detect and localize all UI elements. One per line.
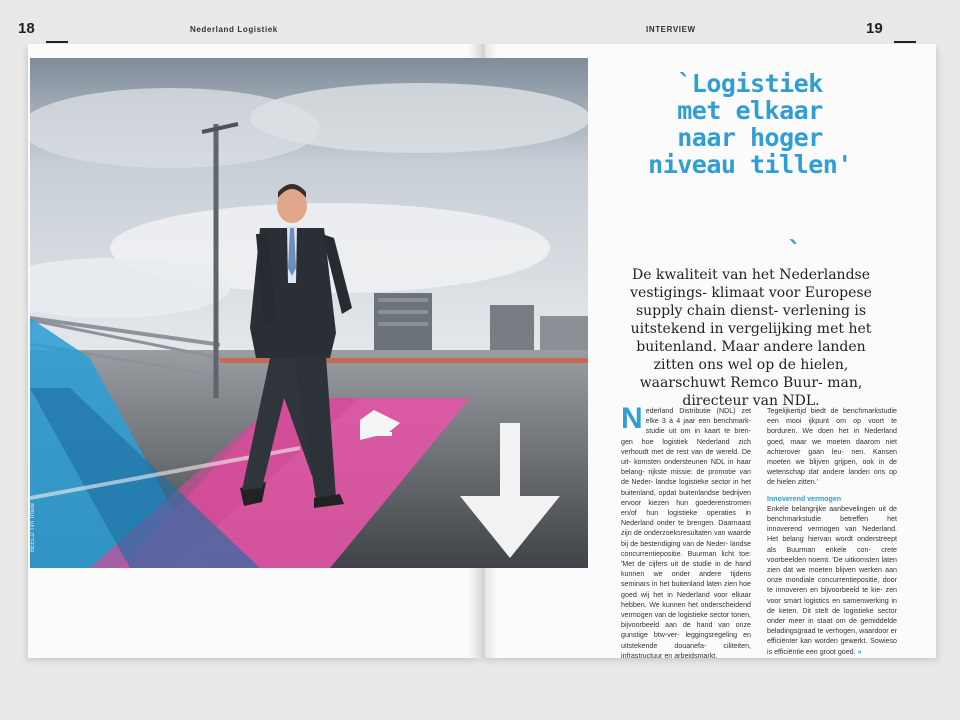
headline-line: met elkaar [677,96,823,125]
cover-photo [30,58,588,568]
headline [620,70,880,178]
headline-line: `Logistiek [677,69,823,98]
subheading: Innoverend vermogen [767,494,842,503]
continue-arrow-icon: » [857,647,862,656]
body-text: Tegelijkertijd biedt de benchmarkstudie een mooi ijkpunt om op voort te borduren. We doen het in Nederland goed, maar we moeten daarom niet achterover gaan leu- nen. Kansen moeten we blijven grijpen, ook in de wetenschap dat andere landen ons op de hielen zitten.' [767,407,897,487]
running-head-right: INTERVIEW [646,25,696,34]
page-number-left: 18 [18,20,35,37]
headline-line: naar hoger [677,123,823,152]
closing-quote-mark: ` [787,237,803,267]
page-number-rule-right [894,41,916,43]
page-number-rule-left [46,41,68,43]
body-column-1 [621,402,751,661]
body-column-2 [767,406,897,657]
intro-paragraph: De kwaliteit van het Nederlandse vestigings- klimaat voor Europese supply chain dienst- verlening is uitstekend in vergelijking met het buitenland. Maar andere landen zitten ons wel op de hielen, waarschuwt Remco Buur- man, directeur van NDL. [630,267,872,409]
photo-credit: BEELD Tim Trouw [30,502,36,552]
headline-line: niveau tillen' [648,150,852,179]
running-head-left: Nederland Logistiek [190,25,278,34]
drop-cap: N [621,402,643,435]
page-number-right: 19 [866,20,883,37]
body-text: ederland Distributie (NDL) zet elke 3 à 4 jaar een benchmark- studie uit om in kaart te bren- gen hoe logistiek Nederland zich verhoudt met de rest van de wereld. De uit- komsten ondersteunen NDL in haar belang- rijkste missie: de promotie van de Neder- landse logistieke sector in het buitenland, opdat buitenlandse bedrijven ervoor kiezen hun goederenstromen en/of hun logistieke operaties in Nederland onder te brengen. Daarnaast zijn de onderzoeksresultaten van waarde bij de bestendiging van de Neder- landse concurrentiepositie. Buurman licht toe: 'Met de cijfers uit de studie in de hand kunnen we onder andere tijdens seminars in het buitenland laten zien hoe goed wij het in Nederland voor elkaar hebben. We kunnen het onderscheidend vermogen van de logistieke sector tonen, bijvoorbeeld aan de hand van onze gunstige btw-ver- leggingsregeling en uitstekende douanefa- ciliteiten, infrastructuur en arbeidsmarkt. [621,407,751,660]
body-text: Enkele belangrijke aanbevelingen uit de benchmarkstudie betreffen het innoverend vermogen van Nederland. Het belang hiervan wordt onderstreept als Buurman enkele con- crete voorbeelden noemt. 'De uitkomsten laten zien dat we moeten blijven werken aan onze mondiale concurrentiepositie, door te innoveren en bijvoorbeeld te kie- zen voor smart logistics en samenwerking in de keten. Dit stelt de logistieke sector onder meer in staat om de gemiddelde beladingsgraad te verhogen, waardoor er efficiënter kan worden gewerkt. Sowieso is efficiëntie een groot goed. [767,504,897,656]
